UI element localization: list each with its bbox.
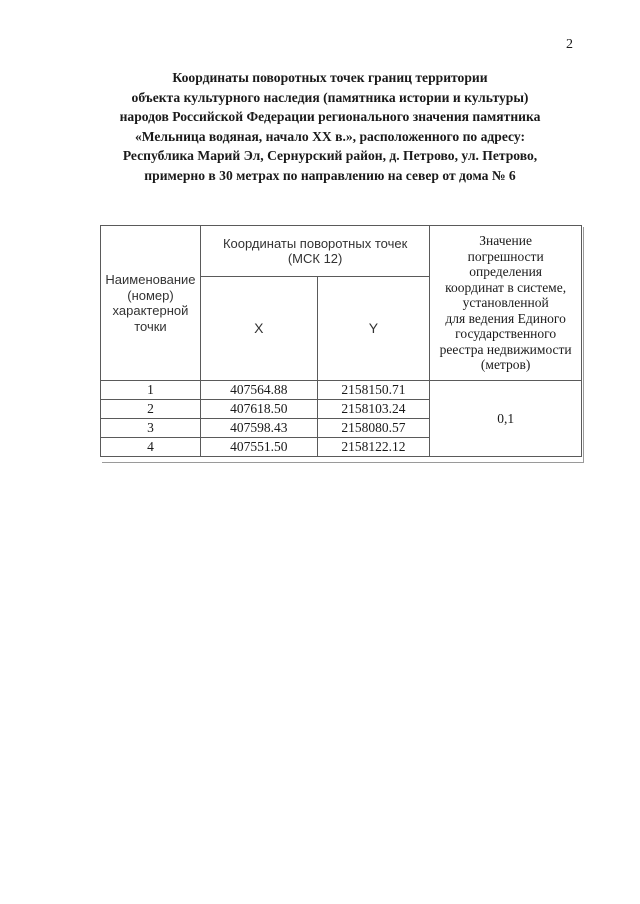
header-x: X <box>200 277 317 381</box>
coord-x: 407618.50 <box>200 400 317 419</box>
document-title <box>80 68 580 185</box>
header-error-value: Значение погрешности определения координат в системе, установленной для ведения Единого государственного реестра недвижимости (метров) <box>430 226 582 381</box>
title-line: Республика Марий Эл, Сернурский район, д. Петрово, ул. Петрово, <box>122 148 538 163</box>
coord-x: 407564.88 <box>200 381 317 400</box>
coord-x: 407551.50 <box>200 438 317 457</box>
title-line: народов Российской Федерации регионального значения памятника <box>119 109 541 124</box>
point-number: 3 <box>101 419 201 438</box>
table-row <box>101 381 582 400</box>
coord-y: 2158150.71 <box>317 381 430 400</box>
header-y: Y <box>317 277 430 381</box>
title-line: «Мельница водяная, начало XX в.», расположенного по адресу: <box>134 128 526 144</box>
title-line: Координаты поворотных точек границ территории <box>172 70 488 85</box>
coordinates-table <box>100 225 582 457</box>
title-line: объекта культурного наследия (памятника истории и культуры) <box>131 89 529 105</box>
point-number: 2 <box>101 400 201 419</box>
point-number: 1 <box>101 381 201 400</box>
page-number: 2 <box>566 37 573 52</box>
error-value: 0,1 <box>430 381 582 457</box>
header-coordinates: Координаты поворотных точек (МСК 12) <box>200 226 429 277</box>
coord-y: 2158122.12 <box>317 438 430 457</box>
coord-y: 2158080.57 <box>317 419 430 438</box>
point-number: 4 <box>101 438 201 457</box>
title-line: примерно в 30 метрах по направлению на север от дома № 6 <box>144 167 516 183</box>
coord-y: 2158103.24 <box>317 400 430 419</box>
header-point-name: Наименование (номер) характерной точки <box>101 226 201 381</box>
coord-x: 407598.43 <box>200 419 317 438</box>
